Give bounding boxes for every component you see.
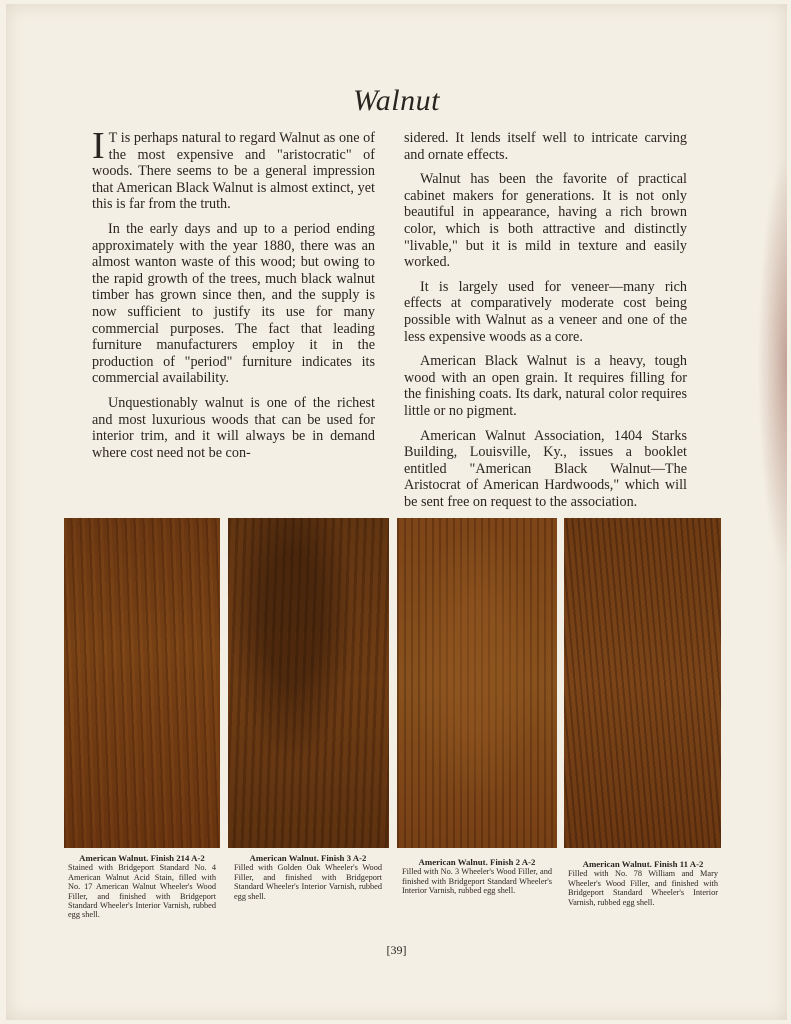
swatch-caption <box>68 854 216 920</box>
paragraph: Unquestionably walnut is one of the richest and most luxurious woods that can be used for interior trim, and it will always be in demand where cost need not be con- <box>92 394 375 461</box>
caption-heading: American Walnut. Finish 214 A-2 <box>79 853 205 863</box>
caption-heading: American Walnut. Finish 2 A-2 <box>418 857 536 867</box>
left-column <box>92 125 375 469</box>
caption-body: Filled with No. 3 Wheeler's Wood Filler, and finished with Bridgeport Standard Wheeler's Interior Varnish, rubbed egg shell. <box>402 867 552 896</box>
drop-cap: I <box>92 125 105 167</box>
paragraph <box>92 125 375 213</box>
walnut-swatch-image <box>228 518 389 848</box>
caption-body: Filled with No. 78 William and Mary Wheeler's Wood Filler, and finished with Bridgeport Standard Wheeler's Interior Varnish, rubbed egg shell. <box>568 869 718 907</box>
paragraph: sidered. It lends itself well to intricate carving and ornate effects. <box>404 130 687 163</box>
page-title: Walnut <box>353 84 440 117</box>
paragraph: Walnut has been the favorite of practical cabinet makers for generations. It is not only beautiful in appearance, having a rich brown color, which is both attractive and distinctly "livable," but it is mild in texture and easily worked. <box>404 171 687 271</box>
swatch-caption <box>402 858 552 896</box>
caption-body: Stained with Bridgeport Standard No. 4 American Walnut Acid Stain, filled with No. 17 American Walnut Wheeler's Wood Filler, and finished with Bridgeport Standard Wheeler's Interior Varnish, rubbed egg shell. <box>68 863 216 920</box>
paragraph: It is largely used for veneer—many rich effects at comparatively moderate cost being possible with Walnut as a veneer and one of the less expensive woods as a core. <box>404 278 687 345</box>
swatch-caption <box>568 860 718 907</box>
walnut-swatch-image <box>564 518 721 848</box>
page <box>6 4 787 1020</box>
paragraph-text: T is perhaps natural to regard Walnut as one of the most expensive and "aristocratic" of woods. There seems to be a general impression that American Black Walnut is almost extinct, yet this is far from the truth. <box>92 130 375 213</box>
caption-heading: American Walnut. Finish 3 A-2 <box>249 853 367 863</box>
paragraph: American Black Walnut is a heavy, tough wood with an open grain. It requires filling for the finishing coats. Its dark, natural color requires little or no pigment. <box>404 353 687 419</box>
right-column <box>404 130 687 518</box>
paragraph: American Walnut Association, 1404 Starks Building, Louisville, Ky., issues a booklet entitled "American Black Walnut—The Aristocrat of American Hardwoods," which will be sent free on request to the association. <box>404 427 687 510</box>
page-number: [39] <box>386 943 407 957</box>
caption-body: Filled with Golden Oak Wheeler's Wood Filler, and finished with Bridgeport Standard Wheeler's Interior Varnish, rubbed egg shell. <box>234 863 382 901</box>
swatch-caption <box>234 854 382 901</box>
paragraph: In the early days and up to a period ending approximately with the year 1880, there was an almost wanton waste of this wood; but owing to the rapid growth of the trees, much black walnut timber has grown since then, and the supply is now sufficient to justify its use for many commercial purposes. The fact that leading furniture manufacturers employ it in the production of "period" furniture indicates its commercial availability. <box>92 220 375 387</box>
paper-stain <box>757 154 787 574</box>
caption-heading: American Walnut. Finish 11 A-2 <box>582 859 704 869</box>
walnut-swatch-image <box>64 518 220 848</box>
walnut-swatch-image <box>397 518 557 848</box>
